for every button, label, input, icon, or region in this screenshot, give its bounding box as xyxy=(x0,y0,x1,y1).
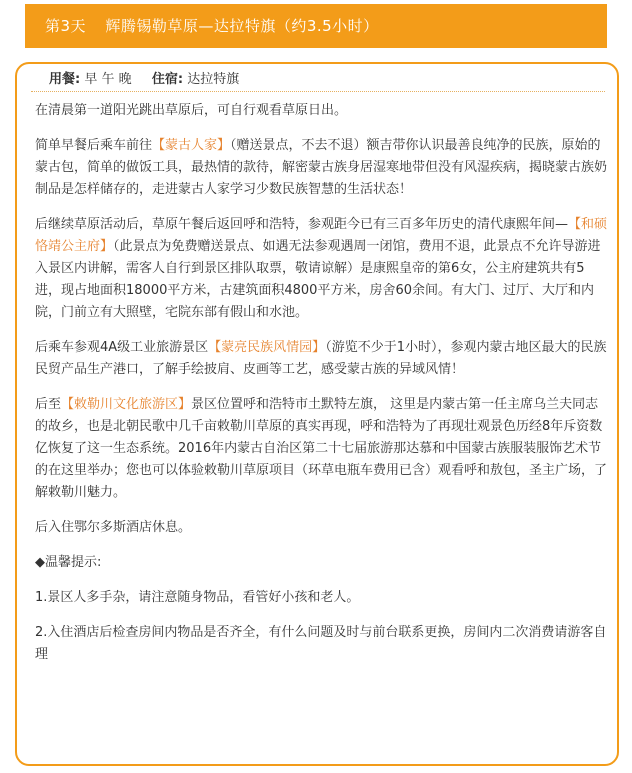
paragraph-princess-mansion xyxy=(35,214,610,324)
attraction-chilechuan: 【敕勒川文化旅游区】 xyxy=(61,397,192,412)
meal-value: 早 午 晚 xyxy=(84,72,132,87)
itinerary-body xyxy=(35,100,610,679)
p2-text-pre: 简单早餐后乘车前往 xyxy=(35,138,153,153)
attraction-mongol-family: 【蒙古人家】 xyxy=(152,138,231,153)
day-header xyxy=(25,4,607,48)
p3-text-post: （此景点为免费赠送景点、如遇无法参观遇周一闭馆，费用不退，此景点不允许导游进入景区内讲解，需客人自行到景区排队取票，敬请谅解）是康熙皇帝的第6女，公主府建筑共有5进，现占地面积18000平方米，古建筑面积4800平方米，房舍60余间。有大门、过厅、大厅和内院，门前立有大照壁，宅院东部有假山和水池。 xyxy=(35,239,601,320)
day-route-title: 辉腾锡勒草原—达拉特旗（约3.5小时） xyxy=(105,17,379,35)
p4-text-pre: 后乘车参观4A级工业旅游景区 xyxy=(35,340,209,355)
stay-label: 住宿: xyxy=(151,72,184,87)
attraction-ethnic-park: 【蒙亮民族风情园】 xyxy=(208,340,326,355)
meal-label: 用餐: xyxy=(49,72,81,87)
stay-value: 达拉特旗 xyxy=(187,72,240,87)
paragraph-hotel: 后入住鄂尔多斯酒店休息。 xyxy=(35,520,192,535)
tips-title: ◆温馨提示: xyxy=(35,555,102,570)
attraction-princess-mansion: 【和硕恪靖公主府】 xyxy=(35,217,608,254)
itinerary-content-box xyxy=(15,62,619,766)
p5-text-post: 景区位置呼和浩特市土默特左旗， 这里是内蒙古第一任主席乌兰夫同志的故乡，也是北朝民歌中几千亩敕勒川草原的真实再现，呼和浩特为了再现壮观景色历经8年斥资数亿恢复了这一生态系统。2016年内蒙古自治区第二十七届旅游那达慕和中国蒙古族服装服饰艺术节的在这里举办；您也可以体验敕勒川草原项目（环草电瓶车费用已含）观看呼和敖包，圣主广场，了解敕勒川魅力。 xyxy=(35,397,608,500)
p4-text-post: （游览不少于1小时），参观内蒙古地区最大的民族民贸产品生产港口，了解手绘披肩、皮画等工艺，感受蒙古族的异域风情！ xyxy=(35,340,607,377)
tip-item-2: 2.入住酒店后检查房间内物品是否齐全，有什么问题及时与前台联系更换，房间内二次消费请游客自理 xyxy=(35,625,607,662)
p5-text-pre: 后至 xyxy=(35,397,62,412)
day-number: 第3天 xyxy=(45,17,87,35)
tip-item-1: 1.景区人多手杂，请注意随身物品，看管好小孩和老人。 xyxy=(35,590,360,605)
p3-text-pre: 后继续草原活动后，草原午餐后返回呼和浩特，参观距今已有三百多年历史的清代康熙年间— xyxy=(35,217,569,232)
p2-text-post: （赠送景点，不去不退）额吉带你认识最善良纯净的民族，原始的蒙古包，简单的做饭工具，最热情的款待，解密蒙古族身居湿寒地带但没有风湿疾病，揭晓蒙古族奶制品是怎样储存的，走进蒙古人家学习少数民族智慧的生活状态！ xyxy=(35,138,608,197)
paragraph-sunrise: 在清晨第一道阳光跳出草原后，可自行观看草原日出。 xyxy=(35,103,348,118)
paragraph-ethnic-park xyxy=(35,337,610,381)
paragraph-mongol-family xyxy=(35,135,610,201)
meal-stay-bar xyxy=(31,68,605,92)
paragraph-chilechuan xyxy=(35,394,610,504)
